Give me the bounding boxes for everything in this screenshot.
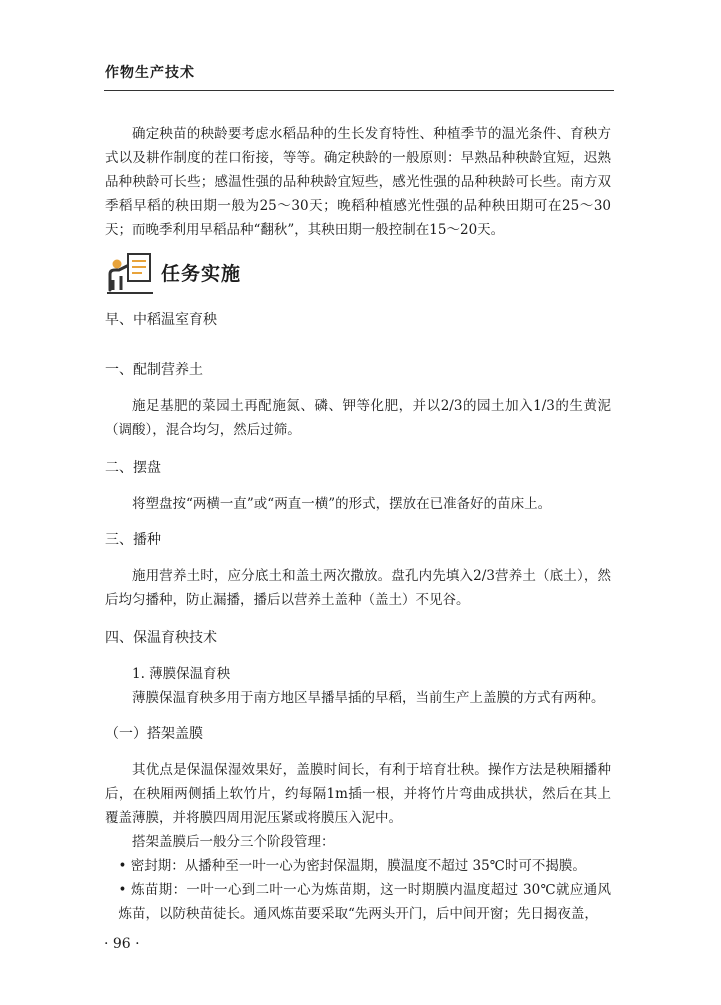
section-1-text: 施足基肥的菜园土再配施氮、磷、钾等化肥，并以2/3的园土加入1/3的生黄泥（调酸），混合均匀，然后过筛。 [105,398,611,438]
book-title: 作物生产技术 [105,65,195,81]
task-title: 任务实施 [161,263,242,285]
section-3-heading: 三、播种 [105,532,161,548]
section-2-text: 将塑盘按“两横一直”或“两直一横”的形式，摆放在已准备好的苗床上。 [132,496,552,512]
section-main-heading: 早、中稻温室育秧 [105,312,217,328]
task-banner [105,252,611,296]
section-4-item-heading: （一）搭架盖膜 [105,726,203,742]
page-body [105,122,611,926]
section-2-heading: 二、摆盘 [105,460,161,476]
header-divider [104,90,614,91]
section-4-item-text-2: 搭架盖膜后一般分三个阶段管理： [132,834,335,850]
bullet-sealed-period: • 密封期：从播种至一叶一心为密封保温期，膜温度不超过 35℃时可不揭膜。 [118,858,586,874]
intro-paragraph: 确定秧苗的秧龄要考虑水稻品种的生长发育特性、种植季节的温光条件、育秧方式以及耕作制度的茬口衔接，等等。确定秧龄的一般原则：早熟品种秧龄宜短，迟熟品种秧龄可长些；感温性强的品种秧龄宜短些，感光性强的品种秧龄可长些。南方双季稻早稻的秧田期一般为25～30天；晚稻种植感光性强的品种秧田期可在25～30天；而晚季利用早稻品种“翻秋”，其秧田期一般控制在15～20天。 [105,126,611,238]
section-1-heading: 一、配制营养土 [105,362,203,378]
section-4-sub-text: 薄膜保温育秧多用于南方地区旱播旱插的早稻，当前生产上盖膜的方式有两种。 [132,690,605,706]
teacher-board-icon [107,252,155,296]
section-3-text: 施用营养土时，应分底土和盖土两次撒放。盘孔内先填入2/3营养土（底土），然后均匀播种，防止漏播，播后以营养土盖种（盖土）不见谷。 [105,568,611,608]
bullet-hardening-period: • 炼苗期：一叶一心到二叶一心为炼苗期，这一时期膜内温度超过 30℃就应通风炼苗，以防秧苗徒长。通风炼苗要采取“先两头开门，后中间开窗；先日揭夜盖， [118,882,611,922]
section-4-item-text: 其优点是保温保湿效果好，盖膜时间长，有利于培育壮秧。操作方法是秧厢播种后，在秧厢两侧插上软竹片，约每隔1m插一根，并将竹片弯曲成拱状，然后在其上覆盖薄膜，并将膜四周用泥压紧或将膜压入泥中。 [105,762,611,826]
page-number: · 96 · [104,936,140,952]
section-4-heading: 四、保温育秧技术 [105,630,217,646]
section-4-subheading: 1. 薄膜保温育秧 [132,666,231,682]
